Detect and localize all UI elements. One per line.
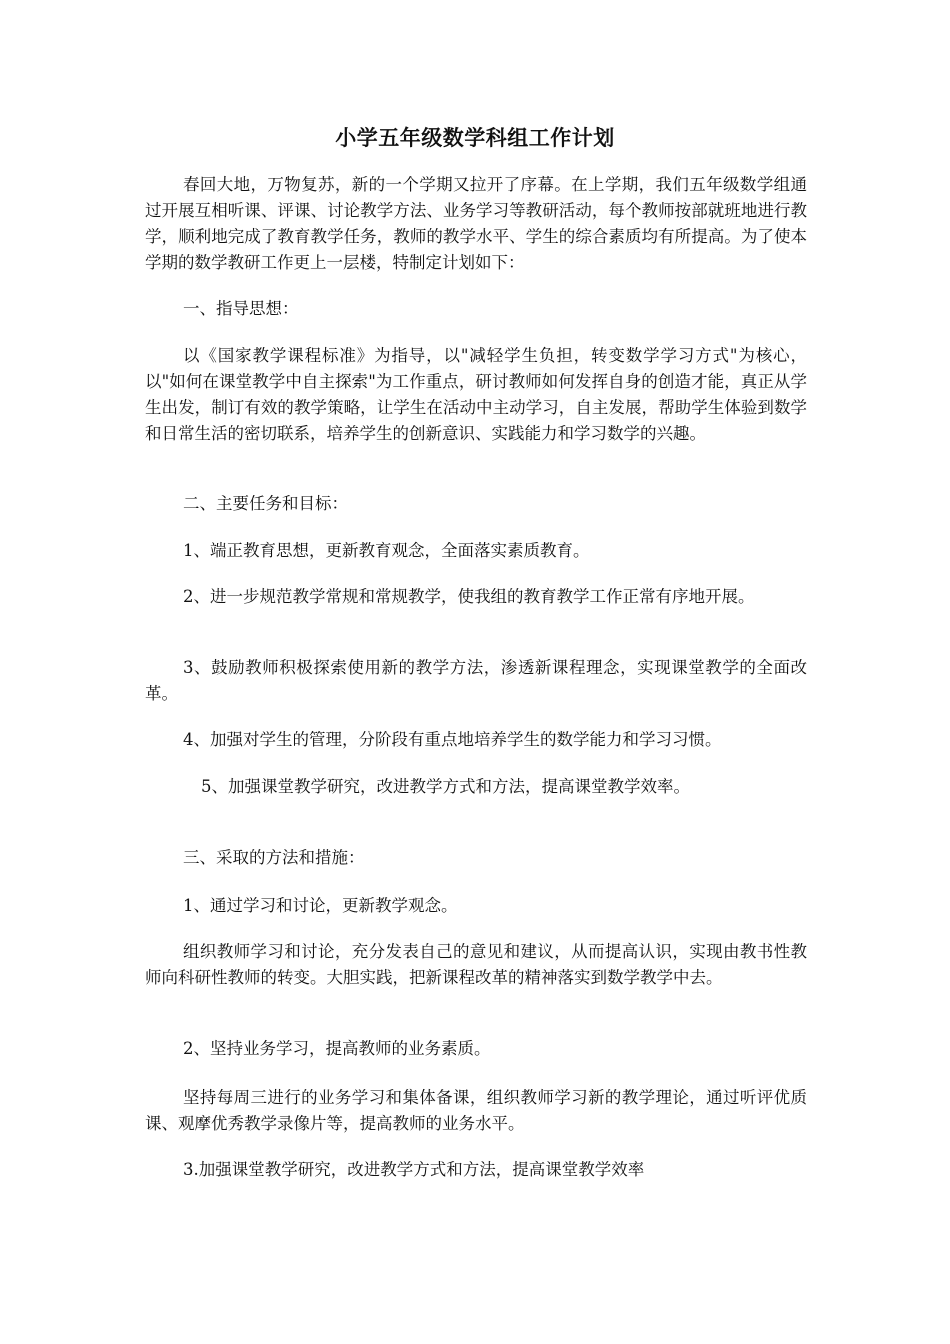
heading-tasks-goals: 二、主要任务和目标： (183, 494, 348, 513)
list-item-task-3: 3、鼓励教师积极探索使用新的教学方法，渗透新课程理念，实现课堂教学的全面改革。 (145, 658, 807, 703)
list-item-task-4: 4、加强对学生的管理，分阶段有重点地培养学生的数学能力和学习习惯。 (183, 730, 722, 749)
heading-methods-measures: 三、采取的方法和措施： (183, 848, 365, 867)
paragraph-measure-1: 组织教师学习和讨论，充分发表自己的意见和建议，从而提高认识，实现由教书性教师向科研性教师的转变。大胆实践，把新课程改革的精神落实到数学教学中去。 (145, 942, 807, 987)
list-item-task-2: 2、进一步规范教学常规和常规教学，使我组的教育教学工作正常有序地开展。 (183, 587, 755, 606)
paragraph-intro: 春回大地，万物复苏，新的一个学期又拉开了序幕。在上学期，我们五年级数学组通过开展互相听课、评课、讨论教学方法、业务学习等教研活动，每个教师按部就班地进行教学，顺利地完成了教育教学任务，教师的教学水平、学生的综合素质均有所提高。为了使本学期的数学教研工作更上一层楼，特制定计划如下： (145, 175, 807, 272)
list-item-measure-2: 2、坚持业务学习，提高教师的业务素质。 (183, 1039, 491, 1058)
paragraph-measure-2: 坚持每周三进行的业务学习和集体备课，组织教师学习新的教学理论，通过听评优质课、观摩优秀教学录像片等，提高教师的业务水平。 (145, 1088, 807, 1133)
list-item-measure-3: 3.加强课堂教学研究，改进教学方式和方法，提高课堂教学效率 (183, 1160, 645, 1179)
paragraph-guiding-ideology: 以《国家教学课程标准》为指导，以"减轻学生负担，转变数学学习方式"为核心，以"如何在课堂教学中自主探索"为工作重点，研讨教师如何发挥自身的创造才能，真正从学生出发，制订有效的教学策略，让学生在活动中主动学习，自主发展，帮助学生体验到数学和日常生活的密切联系，培养学生的创新意识、实践能力和学习数学的兴趣。 (145, 346, 807, 443)
list-item-task-5: 5、加强课堂教学研究，改进教学方式和方法，提高课堂教学效率。 (201, 777, 690, 796)
heading-guiding-ideology: 一、指导思想： (183, 299, 299, 318)
list-item-task-1: 1、端正教育思想，更新教育观念，全面落实素质教育。 (183, 541, 590, 560)
list-item-measure-1: 1、通过学习和讨论，更新教学观念。 (183, 896, 458, 915)
document-title: 小学五年级数学科组工作计划 (335, 125, 615, 150)
